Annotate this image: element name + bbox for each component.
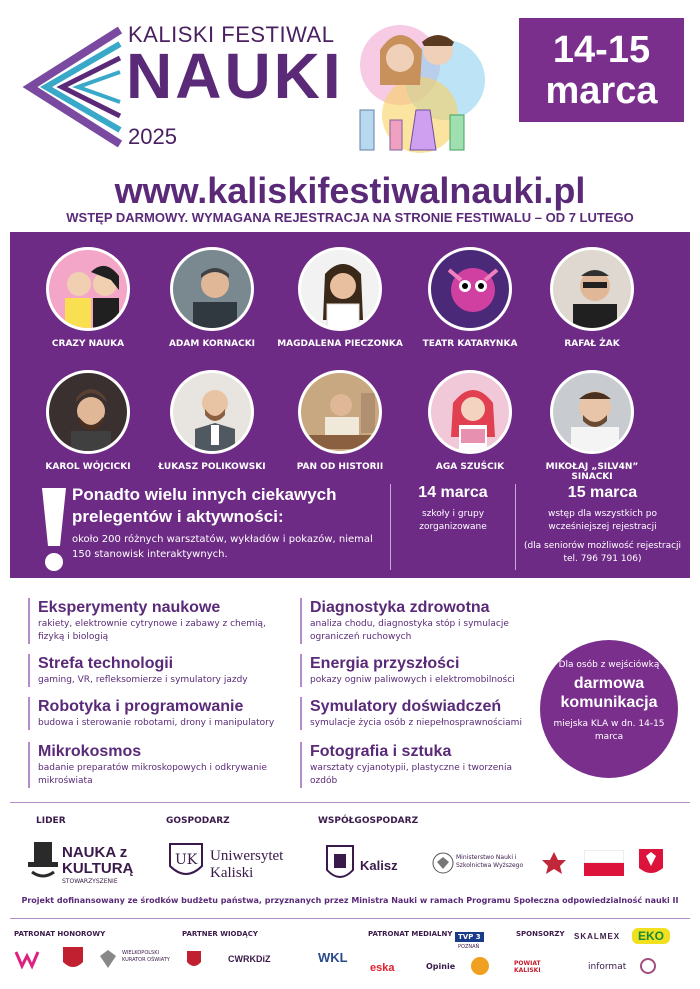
divider: [515, 484, 516, 570]
university-crest-icon: [168, 842, 204, 882]
activity-desc: warsztaty cyjanotypii, plastyczne i tworzenia ozdób: [310, 763, 513, 786]
activity-item: [28, 742, 288, 788]
tvp-sub: POZNAŃ: [458, 944, 480, 950]
speaker-avatar: [428, 247, 512, 331]
divider: [10, 918, 690, 919]
festival-top-text: KALISKI FESTIWAL: [128, 22, 335, 47]
book-eye-logo-icon: [20, 22, 130, 152]
eagle-icon: [98, 948, 118, 970]
svg-text:UK: UK: [175, 852, 198, 868]
informat-logo-name: informat: [588, 962, 627, 972]
activity-item: [28, 598, 288, 644]
festival-url[interactable]: www.kaliskifestiwalnauki.pl: [114, 170, 586, 211]
activity-title: Energia przyszłości: [310, 655, 460, 672]
speaker-name: KAROL WÓJCICKI: [45, 462, 131, 472]
entry-note: WSTĘP DARMOWY. WYMAGANA REJESTRACJA NA STRONIE FESTIWALU – OD 7 LUTEGO: [66, 210, 634, 225]
activity-item: [28, 697, 288, 730]
free-transport-badge: [540, 640, 678, 778]
lider-label: LIDER: [36, 816, 66, 826]
date-box: [519, 18, 684, 122]
opinie-logo-name: Opinie: [426, 962, 456, 971]
activity-item: [300, 742, 535, 788]
funding-note: Projekt dofinansowany ze środków budżetu państwa, przyznanych przez Ministra Nauki w ramach Programu Społeczna odpowiedzialność nauki II: [21, 896, 679, 905]
speaker-card: [527, 247, 657, 349]
activity-desc: symulacje życia osób z niepełnosprawnościami: [310, 718, 522, 728]
speaker-card: [147, 370, 277, 472]
festival-year: 2025: [128, 124, 177, 149]
more-info-block: [10, 478, 690, 578]
free-transport-line1: Dla osób z wejściówką: [558, 660, 660, 670]
ministry-logo-name: Ministerstwo Nauki i Szkolnictwa Wyższego: [456, 854, 524, 869]
speaker-name: TEATR KATARYNKA: [422, 339, 518, 349]
speaker-avatar: [170, 370, 254, 454]
activity-item: [300, 598, 535, 644]
speaker-name: ŁUKASZ POLIKOWSKI: [158, 462, 266, 472]
speaker-avatar: [298, 247, 382, 331]
divider: [390, 484, 391, 570]
activity-title: Eksperymenty naukowe: [38, 599, 221, 616]
activity-desc: badanie preparatów mikroskopowych i odkrywanie mikroświata: [38, 763, 267, 786]
activity-desc: rakiety, elektrownie cytrynowe i zabawy z chemią, fizyką i biologią: [38, 619, 266, 642]
activity-title: Mikrokosmos: [38, 743, 142, 760]
speaker-card: [23, 370, 153, 472]
skalmex-logo-name: SKALMEX: [574, 932, 621, 941]
activity-title: Robotyka i programowanie: [38, 698, 244, 715]
speaker-card: [275, 247, 405, 349]
speaker-card: [405, 370, 535, 472]
more-subtitle: około 200 różnych warsztatów, wykładów i pokazów, niemal 150 stanowisk interaktywnych.: [72, 534, 373, 560]
powiat-logo-name: POWIAT KALISKI: [514, 960, 541, 974]
radio-logo-icon: [470, 956, 490, 976]
speaker-card: [23, 247, 153, 349]
activity-desc: pokazy ogniw paliwowych i elektromobilności: [310, 675, 515, 685]
speaker-card: [275, 370, 405, 472]
poland-flag-icon: [584, 850, 624, 876]
activity-item: [28, 654, 288, 687]
activity-item: [300, 654, 535, 687]
gospodarz-logo-name: Uniwersytet Kaliski: [210, 848, 284, 881]
activity-desc: budowa i sterowanie robotami, drony i manipulatory: [38, 718, 275, 728]
patronat-label: PATRONAT HONOROWY: [14, 930, 106, 938]
activity-title: Strefa technologii: [38, 655, 174, 672]
speaker-avatar: [550, 247, 634, 331]
activity-item: [300, 697, 535, 730]
speaker-avatar: [46, 370, 130, 454]
partner-label: PARTNER WIODĄCY: [182, 930, 258, 938]
kids-chemistry-image: [340, 10, 495, 165]
crest-icon: [186, 950, 202, 970]
speaker-name: MAGDALENA PIECZONKA: [277, 339, 403, 349]
speaker-name: RAFAŁ ŻAK: [564, 339, 620, 349]
speaker-name: PAN OD HISTORII: [296, 462, 384, 472]
activity-desc: gaming, VR, refleksomierze i symulatory jazdy: [38, 675, 248, 685]
eska-logo-name: eska: [370, 962, 395, 974]
speaker-card: [405, 247, 535, 349]
day-14-column: [398, 484, 508, 534]
activity-desc: analiza chodu, diagnostyka stóp i symulacje ograniczeń ruchowych: [310, 619, 509, 642]
speaker-name: MIKOŁAJ „SILV4N” SINACKI: [545, 462, 639, 482]
festival-title: NAUKI: [126, 40, 344, 112]
day-14-title: 14 marca: [418, 484, 488, 501]
gospodarz-label: GOSPODARZ: [166, 816, 230, 826]
activity-title: Fotografia i sztuka: [310, 743, 452, 760]
date-month: marca: [545, 70, 658, 112]
speaker-name: CRAZY NAUKA: [51, 339, 125, 349]
day-15-title: 15 marca: [567, 484, 638, 501]
medialny-label: PATRONAT MEDIALNY: [368, 930, 453, 938]
divider: [10, 802, 690, 803]
wspolgospodarz-label: WSPÓŁGOSPODARZ: [318, 816, 419, 826]
eagle-emblem-icon: [432, 852, 454, 874]
more-title: Ponadto wielu innych ciekawych prelegentów i aktywności:: [72, 485, 337, 526]
day-15-text: wstęp dla wszystkich po wcześniejszej rejestracji: [547, 509, 658, 532]
wkl-logo-name: WKL: [318, 950, 348, 965]
speaker-card: [527, 370, 657, 482]
day-15-note: (dla seniorów możliwość rejestracji tel. 796 791 106): [523, 541, 682, 564]
social-responsibility-logo-icon: [540, 848, 568, 876]
activity-title: Symulatory doświadczeń: [310, 698, 502, 715]
crest-icon: [62, 946, 84, 972]
speaker-avatar: [46, 247, 130, 331]
lider-logo-sub: STOWARZYSZENIE: [62, 878, 118, 885]
kurator-logo-name: WIELKOPOLSKI KURATOR OŚWIATY: [122, 950, 170, 963]
day-15-column: [520, 484, 685, 566]
tvp-logo: TVP 3: [455, 932, 484, 942]
day-14-text: szkoły i grupy zorganizowane: [419, 509, 487, 532]
speaker-avatar: [170, 247, 254, 331]
poland-emblem-icon: [638, 848, 664, 878]
wspolgospodarz-logo-name: Kalisz: [360, 858, 398, 873]
exclamation-icon: [34, 484, 74, 574]
kalisz-crest-icon: [325, 844, 355, 884]
cwrkdiz-logo-name: CWRKDiZ: [228, 954, 271, 964]
header: [0, 0, 700, 170]
lider-logo-name: NAUKA z KULTURĄ: [62, 844, 134, 877]
eko-logo-name: EKO: [632, 928, 670, 944]
speaker-name: ADAM KORNACKI: [168, 339, 256, 349]
free-transport-line3: miejska KLA w dn. 14-15 marca: [553, 719, 665, 742]
sponsor-logo-icon: [640, 958, 656, 974]
activity-title: Diagnostyka zdrowotna: [310, 599, 490, 616]
date-days: 14-15: [552, 29, 651, 71]
speaker-avatar: [428, 370, 512, 454]
free-transport-line2: darmowa komunikacja: [560, 675, 658, 711]
wielkopolska-logo-icon: [14, 948, 40, 970]
speaker-card: [147, 247, 277, 349]
hat-logo-icon: [26, 840, 60, 880]
speaker-name: AGA SZUŚCIK: [435, 462, 505, 472]
sponsorzy-label: SPONSORZY: [516, 930, 565, 938]
speaker-avatar: [298, 370, 382, 454]
speaker-avatar: [550, 370, 634, 454]
